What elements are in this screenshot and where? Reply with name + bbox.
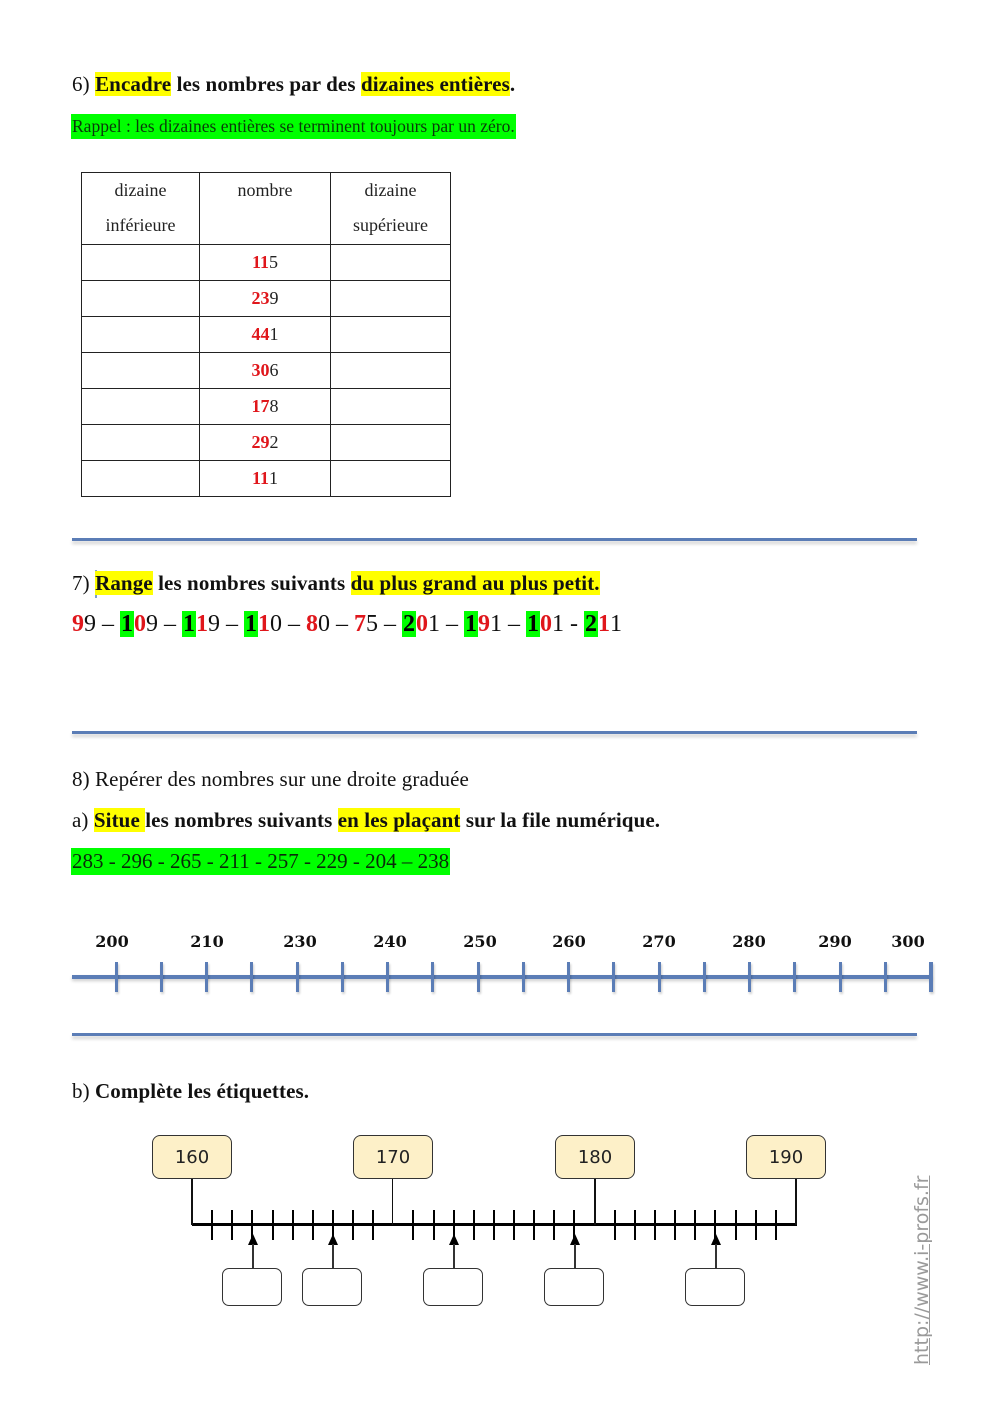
header-lower-ten bbox=[82, 173, 200, 245]
tick-mark bbox=[793, 962, 796, 992]
header-text: inférieure bbox=[105, 215, 176, 235]
blank-label-box[interactable] bbox=[302, 1268, 362, 1306]
scale-label: 200 bbox=[95, 932, 129, 951]
blank-label-box[interactable] bbox=[685, 1268, 745, 1306]
tick-mark bbox=[372, 1210, 374, 1240]
tick-mark bbox=[477, 962, 480, 992]
series-number: 211 bbox=[585, 611, 622, 637]
q6-title-text: les nombres par des bbox=[171, 72, 361, 96]
section-divider bbox=[72, 1033, 917, 1036]
q6-title bbox=[72, 72, 515, 97]
series-number: 80 bbox=[306, 611, 330, 637]
q8b-title-text: Complète les étiquettes. bbox=[95, 1079, 310, 1103]
number-unit-digit: 1 bbox=[269, 324, 279, 344]
q8b-prefix: b) bbox=[72, 1079, 96, 1103]
q8a-keyword: en les plaçant bbox=[337, 808, 461, 832]
number-cell bbox=[200, 281, 331, 317]
tick-mark bbox=[703, 962, 706, 992]
scale-label: 300 bbox=[891, 932, 925, 951]
upper-ten-cell[interactable] bbox=[331, 353, 451, 389]
tick-mark bbox=[433, 1210, 435, 1240]
table-row bbox=[82, 245, 451, 281]
tick-mark bbox=[522, 962, 525, 992]
arrow-stem bbox=[715, 1244, 717, 1268]
blank-label-box[interactable] bbox=[222, 1268, 282, 1306]
tens-table bbox=[81, 172, 451, 497]
upper-ten-cell[interactable] bbox=[331, 281, 451, 317]
tick-mark bbox=[250, 962, 253, 992]
q8a-title-text: les nombres suivants bbox=[145, 808, 338, 832]
q6-number: 6) bbox=[72, 72, 90, 96]
table-row bbox=[82, 281, 451, 317]
tick-mark bbox=[533, 1210, 535, 1240]
number-red-digits: 11 bbox=[251, 468, 269, 488]
number-line-a[interactable] bbox=[72, 975, 932, 979]
header-text: supérieure bbox=[353, 215, 428, 235]
tick-mark bbox=[775, 1210, 777, 1240]
tick-mark bbox=[735, 1210, 737, 1240]
q8-heading: 8) Repérer des nombres sur une droite graduée bbox=[72, 767, 469, 791]
number-red-digits: 30 bbox=[251, 360, 270, 380]
tick-mark bbox=[292, 1210, 294, 1240]
number-cell bbox=[200, 317, 331, 353]
scale-label: 270 bbox=[642, 932, 676, 951]
tick-mark bbox=[634, 1210, 636, 1240]
tick-mark bbox=[614, 1210, 616, 1240]
q7-title-text: les nombres suivants bbox=[152, 571, 351, 595]
number-unit-digit: 8 bbox=[269, 396, 279, 416]
tick-mark bbox=[312, 1210, 314, 1240]
tick-mark bbox=[205, 962, 208, 992]
arrow-stem bbox=[574, 1244, 576, 1268]
series-number: 110 bbox=[245, 611, 282, 637]
header-text: nombre bbox=[237, 180, 293, 200]
tick-mark bbox=[352, 1210, 354, 1240]
header-upper-ten bbox=[331, 173, 451, 245]
tick-mark bbox=[211, 1210, 213, 1240]
q8a-title bbox=[72, 808, 660, 833]
table-header-row bbox=[82, 173, 451, 245]
tick-mark bbox=[473, 1210, 475, 1240]
q7-verb: Range bbox=[95, 571, 153, 595]
label-160: 160 bbox=[152, 1135, 232, 1179]
scale-label: 210 bbox=[190, 932, 224, 951]
q8a-verb: Situe bbox=[93, 808, 146, 832]
series-number: 101 bbox=[527, 611, 564, 637]
series-separator: – bbox=[378, 611, 402, 637]
series-number: 109 bbox=[121, 611, 158, 637]
label-170: 170 bbox=[353, 1135, 433, 1179]
table-row bbox=[82, 389, 451, 425]
number-unit-digit: 1 bbox=[269, 468, 278, 488]
series-separator: - bbox=[564, 611, 584, 637]
scale-label: 250 bbox=[463, 932, 497, 951]
tick-mark bbox=[553, 1210, 555, 1240]
number-red-digits: 29 bbox=[251, 432, 270, 452]
number-unit-digit: 6 bbox=[269, 360, 279, 380]
header-text: dizaine bbox=[364, 180, 417, 200]
series-separator: – bbox=[220, 611, 244, 637]
label-180: 180 bbox=[555, 1135, 635, 1179]
upper-ten-cell[interactable] bbox=[331, 425, 451, 461]
tick-mark bbox=[431, 962, 434, 992]
lower-ten-cell[interactable] bbox=[82, 317, 200, 353]
arrow-stem bbox=[252, 1244, 254, 1268]
lower-ten-cell[interactable] bbox=[82, 245, 200, 281]
q6-keyword: dizaines entières bbox=[360, 72, 510, 96]
blank-label-box[interactable] bbox=[423, 1268, 483, 1306]
tick-mark bbox=[654, 1210, 656, 1240]
tick-mark bbox=[341, 962, 344, 992]
tick-mark bbox=[658, 962, 661, 992]
blank-label-box[interactable] bbox=[544, 1268, 604, 1306]
upper-ten-cell[interactable] bbox=[331, 389, 451, 425]
arrow-stem bbox=[453, 1244, 455, 1268]
q7-keyword: du plus grand au plus petit. bbox=[350, 571, 600, 595]
q7-number-series bbox=[72, 611, 622, 638]
tick-mark bbox=[272, 1210, 274, 1240]
label-stem bbox=[594, 1179, 596, 1225]
q6-verb: Encadre bbox=[95, 72, 172, 96]
q6-title-end: . bbox=[509, 72, 516, 96]
tick-mark bbox=[884, 962, 887, 992]
table-row bbox=[82, 425, 451, 461]
header-text: dizaine bbox=[114, 180, 167, 200]
tick-mark bbox=[513, 1210, 515, 1240]
series-separator: – bbox=[440, 611, 464, 637]
q7-title bbox=[72, 570, 600, 598]
tick-mark bbox=[231, 1210, 233, 1240]
number-cell bbox=[200, 389, 331, 425]
header-number bbox=[200, 173, 331, 245]
number-cell bbox=[200, 461, 331, 497]
upper-ten-cell[interactable] bbox=[331, 317, 451, 353]
q6-reminder: Rappel : les dizaines entières se terminent toujours par un zéro. bbox=[71, 114, 516, 139]
q8b-title bbox=[72, 1079, 309, 1104]
number-unit-digit: 9 bbox=[269, 288, 279, 308]
tick-mark bbox=[755, 1210, 757, 1240]
number-cell bbox=[200, 425, 331, 461]
series-separator: – bbox=[502, 611, 526, 637]
label-stem bbox=[392, 1179, 393, 1225]
table-row bbox=[82, 317, 451, 353]
q8a-number-list: 283 - 296 - 265 - 211 - 257 - 229 - 204 – 238 bbox=[72, 849, 450, 873]
arrow-stem bbox=[332, 1244, 334, 1268]
table-row bbox=[82, 353, 451, 389]
number-red-digits: 44 bbox=[251, 324, 270, 344]
tick-mark bbox=[567, 962, 570, 992]
number-cell bbox=[200, 245, 331, 281]
number-unit-digit: 5 bbox=[269, 252, 278, 272]
series-number: 99 bbox=[72, 611, 96, 637]
lower-ten-cell[interactable] bbox=[82, 281, 200, 317]
tick-mark bbox=[386, 962, 389, 992]
table-row bbox=[82, 461, 451, 497]
number-cell bbox=[200, 353, 331, 389]
scale-label: 230 bbox=[283, 932, 317, 951]
series-number: 75 bbox=[354, 611, 378, 637]
tick-mark bbox=[748, 962, 751, 992]
scale-label: 260 bbox=[552, 932, 586, 951]
scale-label: 280 bbox=[732, 932, 766, 951]
number-red-digits: 11 bbox=[251, 252, 269, 272]
tick-mark bbox=[929, 962, 933, 992]
series-number: 119 bbox=[183, 611, 220, 637]
tick-mark bbox=[412, 1210, 414, 1240]
label-stem bbox=[795, 1179, 797, 1225]
series-separator: – bbox=[96, 611, 120, 637]
upper-ten-cell[interactable] bbox=[331, 245, 451, 281]
series-separator: – bbox=[282, 611, 306, 637]
q8a-prefix: a) bbox=[72, 808, 94, 832]
tick-mark bbox=[674, 1210, 676, 1240]
number-red-digits: 23 bbox=[251, 288, 270, 308]
scale-label: 290 bbox=[818, 932, 852, 951]
tick-mark bbox=[115, 962, 118, 992]
tick-mark bbox=[694, 1210, 696, 1240]
tick-mark bbox=[160, 962, 163, 992]
series-number: 201 bbox=[403, 611, 440, 637]
series-separator: – bbox=[158, 611, 182, 637]
upper-ten-cell[interactable] bbox=[331, 461, 451, 497]
number-red-digits: 17 bbox=[251, 396, 270, 416]
number-unit-digit: 2 bbox=[269, 432, 279, 452]
section-divider bbox=[72, 538, 917, 541]
tick-mark bbox=[612, 962, 615, 992]
tick-mark bbox=[493, 1210, 495, 1240]
label-190: 190 bbox=[746, 1135, 826, 1179]
q7-number: 7) bbox=[72, 571, 90, 595]
scale-label: 240 bbox=[373, 932, 407, 951]
lower-ten-cell[interactable] bbox=[82, 389, 200, 425]
section-divider bbox=[72, 731, 917, 734]
q8a-title-end: sur la file numérique. bbox=[460, 808, 661, 832]
label-stem bbox=[191, 1179, 193, 1225]
tick-mark bbox=[839, 962, 842, 992]
lower-ten-cell[interactable] bbox=[82, 461, 200, 497]
lower-ten-cell[interactable] bbox=[82, 353, 200, 389]
tick-mark bbox=[296, 962, 299, 992]
lower-ten-cell[interactable] bbox=[82, 425, 200, 461]
series-number: 191 bbox=[465, 611, 502, 637]
watermark-link[interactable]: http://www.i-profs.fr bbox=[911, 1175, 933, 1365]
series-separator: – bbox=[330, 611, 354, 637]
